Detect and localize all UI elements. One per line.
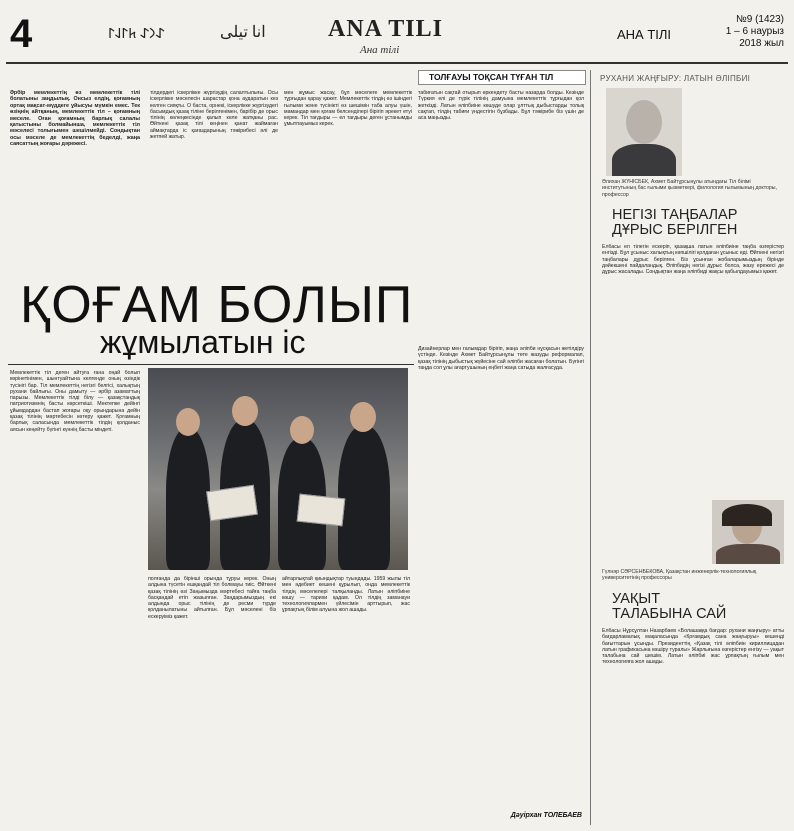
sidebar-rubric: РУХАНИ ЖАҢҒЫРУ: ЛАТЫН ӘЛІПБИІ xyxy=(600,74,751,83)
portrait-suit xyxy=(612,144,676,176)
open-book xyxy=(297,494,346,527)
student-face xyxy=(290,416,314,444)
masthead-rule xyxy=(6,62,788,64)
author-portrait-2 xyxy=(712,500,784,564)
sidebar-headline-2: УАҚЫТ ТАЛАБЫНА САЙ xyxy=(612,591,727,622)
sidebar-body-1: Елбасы ел тілегін ескеріп, қазақша латын әліпбиіне таңба өзгерістер енгізді. Бұл ұсыныс халықтың көпшілігі қолдаған ұсыныс еді. Өйткені негізгі таңбалары дұрыс берілген. Біз ұсынған жобаларымыздың бірінде дәйекшені пайдаландық. Әліпбидің негізі дұрыс болса, жазу ережесі де дұрыс жасалады. Сондықтан жаңа әліпбиді жақсы қабылдауымыз қажет. xyxy=(602,244,784,276)
issue-year: 2018 жыл xyxy=(739,38,784,49)
top-column-4: табиғатын сақтай отырып өркендету басты назарда болды. Кезінде Түркия елі де түрік тілінің дамуына мемлекеттік тұрғыдан қол жеткізді. Латын әліпбиіне көшуде олар ұлттық дыбыстарды толық сақтап, тілдің табиғи үндестігін бұзбады. Бұл тәжірибе біз үшін де аса маңызды. xyxy=(418,90,584,122)
student-figure xyxy=(166,428,210,570)
portrait-jacket xyxy=(716,544,780,564)
sidebar-headline-1: НЕГІЗІ ТАҢБАЛАР ДҰРЫС БЕРІЛГЕН xyxy=(612,207,738,238)
old-turkic-title: 𐰀𐰣𐰀 𐱅𐰃𐰞𐰃 xyxy=(108,27,165,42)
issue-dates: 1 – 6 наурыз xyxy=(725,26,784,37)
author2-caption: Гүлнәр СӘРСЕНБЕКОВА, Қазақстан инженерлік-технологиялық университетінің профессоры xyxy=(602,569,757,582)
top-column-2: тілдердегі іскерлікке жүргізудің салалтылығы. Осы іскерлікке мәселесін шарастар қона аударатын кез келген сияқты. О баста, орнекі, іскерлікке жүргізудегі басымдық қазақ тіліне берілгенімен, барібір де орыс тілінің көлеңкесінде қалып келе жатқаны рас. Өйткені қазақ тілі кеңінен қанат жаймаған аймақтарда іс қағаздарының тәжірибесі әлі де жетпей жатыр. xyxy=(150,90,278,141)
section-rubric: ТОЛҒАУЫ ТОҚСАН ТҮҒАН ТІЛ xyxy=(429,72,554,82)
top-column-3: мен жұмыс жасау, бұл мәселеге мемлекеттік тұрғыдан қарау қажет. Мемлекеттік тілдің өз ішіндегі ғылыми және түсінікті өз шешімін таба алуы үшін, мамандар мен қоғам белсенділері бірігіп әрекет етуі керек. Тіл тағдыры — ел тағдыры деген ұстанымды ұмытпауымыз керек. xyxy=(284,90,412,128)
portrait-face xyxy=(626,100,662,144)
arabic-script-title: ﺍﻧﺎ ﺗﻴﻠﻰ xyxy=(220,24,266,41)
bottom-column-4: Дизайнерлар мен ғалымдар бірігіп, жаңа әліпби нұсқасын жетілдіру үстінде. Кезінде Ахмет Байтұрсынұлы төте жазуды реформалап, қазақ тілінің дыбыстық жүйесіне сай әліпби жасаған болатын. Бүгінгі таңда сол ұлы ағартушының еңбегі жаңа сатыда жалғасуда. xyxy=(418,346,584,371)
student-face xyxy=(350,402,376,432)
student-face xyxy=(232,396,258,426)
headline-main: ҚОҒАМ БОЛЫП xyxy=(20,276,414,334)
headline-rule xyxy=(8,364,414,365)
bottom-column-3: айтарлықтай қиындықтар туындады. 1959 жылы тіл мен әдебиет кешені құрылып, онда мемлекеттік тілдің мәселелері талқыланды. Латын әліпбиіне көшу — тарихи қадам. Ол тілдің заманауи технологиялармен үйлесімін арттырып, жас ұрпақтың білім алуына жол ашады. xyxy=(282,576,410,614)
headline-sub: жұмылатын іс xyxy=(100,324,306,360)
section-header-bar xyxy=(418,70,586,85)
page-number: 4 xyxy=(10,12,33,56)
newspaper-title: ANA TILI xyxy=(328,16,443,42)
bottom-column-1: Мемлекеттік тіл деген айтуға ғана оңай болып көрінетінімен, шынтуайтына келгенде оның өзіндік түсінігі бар. Тіл мемлекеттің негізгі белгісі, халықтың рухани байлығы. Оны дамыту — әрбір азаматтың парызы. Мемлекеттік тілді білу — қазақстандық патриотизмнің басты көрсеткіші. Мектепке дейінгі ұйымдардан бастап жоғары оқу орындарына дейін қазақ тілінің мәртебесін көтеру қажет. Қоғамның барлық саласында мемлекеттік тілдің қолданыс аясын кеңейту бүгінгі күннің басты міндеті. xyxy=(10,370,140,433)
issue-info xyxy=(722,14,784,50)
issue-number: №9 (1423) xyxy=(736,14,784,25)
bottom-column-2: полғанда да бірінші орында тұруы керек. Оның алдына түсетін ешқандай тіл болмауы тиіс. Өйткені қазақ тілінің өзі Заңымызда мәртебесі тайға таңба басқандай етіп жазылған. Заңдарымыздың екі алдында орыс тілінің де ресми түрде қолданылатыны айтылған. Бұл мәселені біз ескеруіміз қажет. xyxy=(148,576,276,620)
author1-caption: Әлихан ЖҮНІСБЕК, Ахмет Байтұрсынұлы атындағы Тіл білімі институтының бас ғылыми қызметкері, филология ғылымының докторы, профессор xyxy=(602,179,777,198)
student-face xyxy=(176,408,200,436)
lead-paragraph: Әрбір мемлекеттің өз мемлекеттік тілі болатыны заңдылық. Онсыз елдің, қоғамның ортақ мақсат-мүддеге ұйысуы мүмкін емес. Тек өзіңнің айтқаның, мемлекеттік тіл – қоғамның меселе. Оған қоғамның барлық салалы қатыстыны болмайынша, мемлекеттік тіл мәселесі толығымен шешілмейді. Сондықтан осы мәселе де мемлекеттің беделді, жаңа саясаттың жоғары дәрежесі. xyxy=(10,90,140,148)
student-figure xyxy=(338,426,390,570)
author-portrait-1 xyxy=(606,88,682,176)
masthead-signature: Ана тілі xyxy=(360,44,400,56)
section-name: АНА ТІЛІ xyxy=(617,27,672,42)
portrait-hair xyxy=(722,504,772,526)
sidebar-body-2: Елбасы Нұрсұлтан Назарбаев «Болашаққа бағдар: рухани жаңғыру» атты бағдарламалық мақаласында «Қоғамдық сана жаңғыруы» кешенді бағыттарын ұсынды. Президенттің «Қазақ тілі әліпбиін кириллицадан латын графикасына көшіру туралы» Жарлығына өзгерістер енгізу — уақыт талабына сай шешім. Латын әліпбиі жас ұрпақтың ғылым мен технологияға жол ашады. xyxy=(602,628,784,666)
students-reading-photo xyxy=(148,368,408,570)
sidebar-divider xyxy=(590,70,591,825)
article-byline: Дәуірхан ТОЛЕБАЕВ xyxy=(510,812,582,819)
